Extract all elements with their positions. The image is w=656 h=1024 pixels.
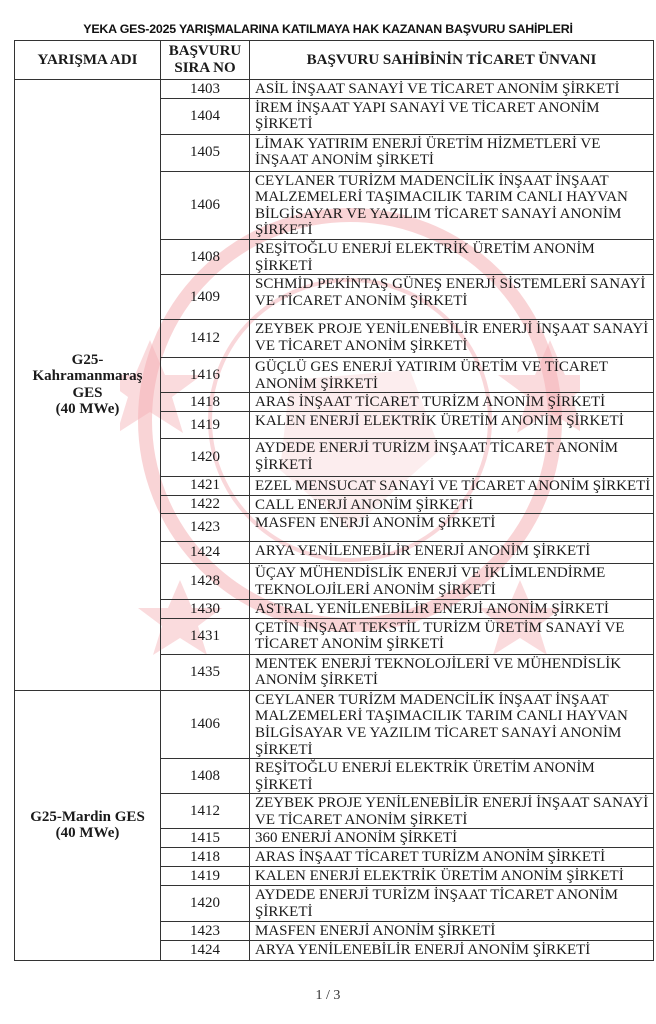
company-name: ZEYBEK PROJE YENİLENEBİLİR ENERJİ İNŞAAT SANAYİ VE TİCARET ANONİM ŞİRKETİ xyxy=(250,794,654,829)
application-number: 1409 xyxy=(161,275,250,320)
competition-name: G25- Kahramanmaraş GES (40 MWe) xyxy=(15,80,161,691)
application-number: 1424 xyxy=(161,940,250,960)
application-number: 1418 xyxy=(161,848,250,867)
application-number: 1419 xyxy=(161,411,250,438)
company-name: ÇETİN İNŞAAT TEKSTİL TURİZM ÜRETİM SANAYİ VE TİCARET ANONİM ŞİRKETİ xyxy=(250,618,654,654)
table-row xyxy=(15,690,654,758)
company-name: ARAS İNŞAAT TİCARET TURİZM ANONİM ŞİRKETİ xyxy=(250,848,654,867)
application-number: 1419 xyxy=(161,867,250,886)
company-name: GÜÇLÜ GES ENERJİ YATIRIM ÜRETİM VE TİCARET ANONİM ŞİRKETİ xyxy=(250,358,654,393)
application-number: 1415 xyxy=(161,829,250,848)
application-number: 1406 xyxy=(161,171,250,239)
application-number: 1412 xyxy=(161,320,250,358)
company-name: AYDEDE ENERJİ TURİZM İNŞAAT TİCARET ANONİM ŞİRKETİ xyxy=(250,438,654,476)
company-name: ARYA YENİLENEBİLİR ENERJİ ANONİM ŞİRKETİ xyxy=(250,940,654,960)
company-name: ARYA YENİLENEBİLİR ENERJİ ANONİM ŞİRKETİ xyxy=(250,542,654,564)
company-name: AYDEDE ENERJİ TURİZM İNŞAAT TİCARET ANONİM ŞİRKETİ xyxy=(250,886,654,922)
application-number: 1421 xyxy=(161,476,250,495)
application-number: 1403 xyxy=(161,80,250,99)
company-name: İREM İNŞAAT YAPI SANAYİ VE TİCARET ANONİM ŞİRKETİ xyxy=(250,98,654,134)
application-number: 1416 xyxy=(161,358,250,393)
header-company-name: BAŞVURU SAHİBİNİN TİCARET ÜNVANI xyxy=(250,41,654,80)
company-name: CEYLANER TURİZM MADENCİLİK İNŞAAT İNŞAAT MALZEMELERİ TAŞIMACILIK TARIM CANLI HAYVAN BİLGİSAYAR VE YAZILIM TİCARET SANAYİ ANONİM ŞİRKETİ xyxy=(250,690,654,758)
application-number: 1404 xyxy=(161,98,250,134)
page-indicator: 1 / 3 xyxy=(315,988,341,1003)
company-name: ASTRAL YENİLENEBİLİR ENERJİ ANONİM ŞİRKETİ xyxy=(250,600,654,619)
application-number: 1435 xyxy=(161,654,250,690)
application-number: 1406 xyxy=(161,690,250,758)
table-header-row xyxy=(15,41,654,80)
company-name: ZEYBEK PROJE YENİLENEBİLİR ENERJİ İNŞAAT SANAYİ VE TİCARET ANONİM ŞİRKETİ xyxy=(250,320,654,358)
application-number: 1420 xyxy=(161,886,250,922)
company-name: MASFEN ENERJİ ANONİM ŞİRKETİ xyxy=(250,514,654,542)
application-number: 1405 xyxy=(161,134,250,171)
company-name: 360 ENERJİ ANONİM ŞİRKETİ xyxy=(250,829,654,848)
company-name: ASİL İNŞAAT SANAYİ VE TİCARET ANONİM ŞİRKETİ xyxy=(250,80,654,99)
company-name: ÜÇAY MÜHENDİSLİK ENERJİ VE İKLİMLENDİRME TEKNOLOJİLERİ ANONİM ŞİRKETİ xyxy=(250,564,654,600)
company-name: EZEL MENSUCAT SANAYİ VE TİCARET ANONİM ŞİRKETİ xyxy=(250,476,654,495)
table-row xyxy=(15,80,654,99)
application-number: 1418 xyxy=(161,393,250,412)
company-name: MENTEK ENERJİ TEKNOLOJİLERİ VE MÜHENDİSLİK ANONİM ŞİRKETİ xyxy=(250,654,654,690)
application-number: 1408 xyxy=(161,759,250,794)
application-number: 1420 xyxy=(161,438,250,476)
company-name: ARAS İNŞAAT TİCARET TURİZM ANONİM ŞİRKETİ xyxy=(250,393,654,412)
application-number: 1424 xyxy=(161,542,250,564)
applicants-table xyxy=(14,40,654,961)
company-name: MASFEN ENERJİ ANONİM ŞİRKETİ xyxy=(250,922,654,941)
company-name: CEYLANER TURİZM MADENCİLİK İNŞAAT İNŞAAT MALZEMELERİ TAŞIMACILIK TARIM CANLI HAYVAN BİLGİSAYAR VE YAZILIM TİCARET SANAYİ ANONİM ŞİRKETİ xyxy=(250,171,654,239)
application-number: 1408 xyxy=(161,239,250,274)
application-number: 1430 xyxy=(161,600,250,619)
application-number: 1431 xyxy=(161,618,250,654)
company-name: KALEN ENERJİ ELEKTRİK ÜRETİM ANONİM ŞİRKETİ xyxy=(250,867,654,886)
application-number: 1423 xyxy=(161,922,250,941)
application-number: 1423 xyxy=(161,514,250,542)
company-name: LİMAK YATIRIM ENERJİ ÜRETİM HİZMETLERİ VE İNŞAAT ANONİM ŞİRKETİ xyxy=(250,134,654,171)
application-number: 1428 xyxy=(161,564,250,600)
company-name: KALEN ENERJİ ELEKTRİK ÜRETİM ANONİM ŞİRKETİ xyxy=(250,411,654,438)
company-name: CALL ENERJİ ANONİM ŞİRKETİ xyxy=(250,495,654,514)
company-name: REŞİTOĞLU ENERJİ ELEKTRİK ÜRETİM ANONİM ŞİRKETİ xyxy=(250,759,654,794)
application-number: 1422 xyxy=(161,495,250,514)
company-name: SCHMİD PEKİNTAŞ GÜNEŞ ENERJİ SİSTEMLERİ SANAYİ VE TİCARET ANONİM ŞİRKETİ xyxy=(250,275,654,320)
document-title: YEKA GES-2025 YARIŞMALARINA KATILMAYA HAK KAZANAN BAŞVURU SAHİPLERİ xyxy=(83,22,573,36)
header-application-no: BAŞVURU SIRA NO xyxy=(161,41,250,80)
header-competition: YARIŞMA ADI xyxy=(15,41,161,80)
competition-name: G25-Mardin GES (40 MWe) xyxy=(15,690,161,960)
company-name: REŞİTOĞLU ENERJİ ELEKTRİK ÜRETİM ANONİM ŞİRKETİ xyxy=(250,239,654,274)
application-number: 1412 xyxy=(161,794,250,829)
